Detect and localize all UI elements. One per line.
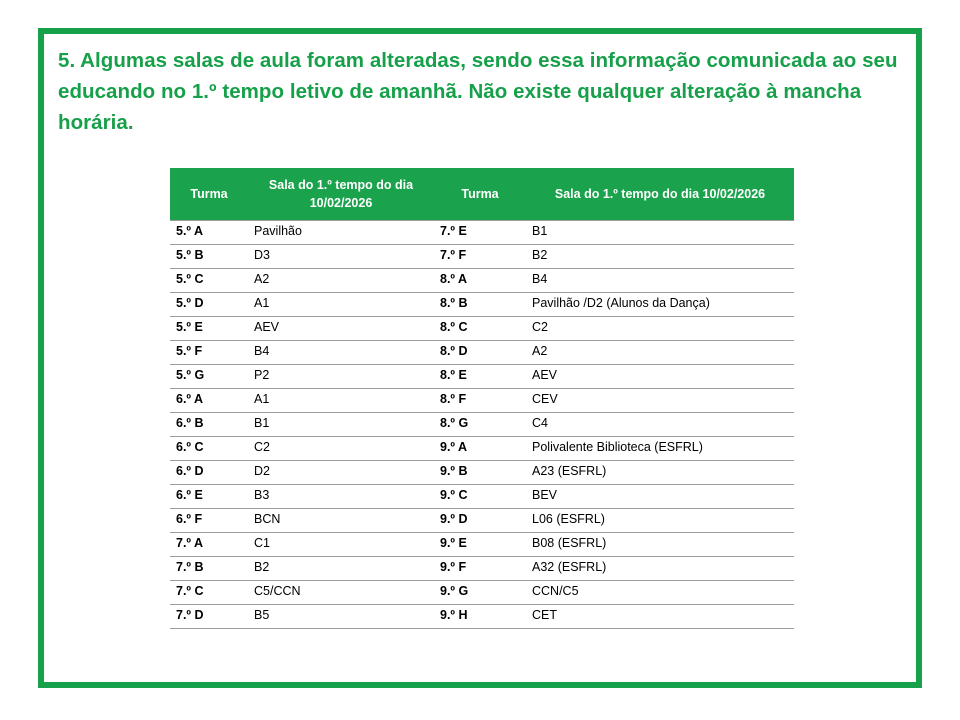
table-row bbox=[170, 268, 794, 292]
cell-turma: 8.º B bbox=[434, 292, 526, 316]
cell-sala: B2 bbox=[248, 556, 434, 580]
cell-sala: D2 bbox=[248, 460, 434, 484]
cell-turma: 9.º E bbox=[434, 532, 526, 556]
cell-sala: B5 bbox=[248, 604, 434, 628]
table-row bbox=[170, 556, 794, 580]
cell-turma: 8.º F bbox=[434, 388, 526, 412]
table-row bbox=[170, 412, 794, 436]
table-row bbox=[170, 460, 794, 484]
cell-sala: B1 bbox=[526, 220, 794, 244]
cell-sala: A2 bbox=[248, 268, 434, 292]
cell-turma: 9.º A bbox=[434, 436, 526, 460]
cell-turma: 9.º D bbox=[434, 508, 526, 532]
cell-sala: A32 (ESFRL) bbox=[526, 556, 794, 580]
cell-turma: 7.º A bbox=[170, 532, 248, 556]
cell-turma: 6.º C bbox=[170, 436, 248, 460]
cell-sala: A1 bbox=[248, 292, 434, 316]
table-row bbox=[170, 364, 794, 388]
cell-turma: 5.º B bbox=[170, 244, 248, 268]
cell-sala: B08 (ESFRL) bbox=[526, 532, 794, 556]
cell-turma: 6.º E bbox=[170, 484, 248, 508]
cell-turma: 5.º E bbox=[170, 316, 248, 340]
column-header-sala-1: Sala do 1.º tempo do dia 10/02/2026 bbox=[248, 168, 434, 220]
cell-turma: 8.º G bbox=[434, 412, 526, 436]
room-changes-table-container bbox=[170, 168, 794, 629]
table-row bbox=[170, 484, 794, 508]
table-row bbox=[170, 340, 794, 364]
cell-sala: P2 bbox=[248, 364, 434, 388]
column-header-turma-1: Turma bbox=[170, 168, 248, 220]
cell-sala: C2 bbox=[248, 436, 434, 460]
cell-turma: 9.º G bbox=[434, 580, 526, 604]
cell-turma: 6.º A bbox=[170, 388, 248, 412]
cell-turma: 9.º B bbox=[434, 460, 526, 484]
cell-turma: 6.º B bbox=[170, 412, 248, 436]
cell-sala: B2 bbox=[526, 244, 794, 268]
cell-turma: 9.º C bbox=[434, 484, 526, 508]
column-header-sala-2: Sala do 1.º tempo do dia 10/02/2026 bbox=[526, 168, 794, 220]
cell-sala: D3 bbox=[248, 244, 434, 268]
cell-sala: AEV bbox=[526, 364, 794, 388]
table-row bbox=[170, 316, 794, 340]
cell-sala: B3 bbox=[248, 484, 434, 508]
column-header-turma-2: Turma bbox=[434, 168, 526, 220]
table-row bbox=[170, 436, 794, 460]
table-row bbox=[170, 532, 794, 556]
cell-sala: C4 bbox=[526, 412, 794, 436]
cell-sala: CET bbox=[526, 604, 794, 628]
cell-sala: BEV bbox=[526, 484, 794, 508]
cell-sala: C2 bbox=[526, 316, 794, 340]
cell-turma: 8.º E bbox=[434, 364, 526, 388]
cell-sala: A1 bbox=[248, 388, 434, 412]
table-row bbox=[170, 388, 794, 412]
cell-sala: CEV bbox=[526, 388, 794, 412]
cell-turma: 7.º F bbox=[434, 244, 526, 268]
table-header-row bbox=[170, 168, 794, 220]
cell-turma: 5.º D bbox=[170, 292, 248, 316]
table-row bbox=[170, 604, 794, 628]
table-row bbox=[170, 220, 794, 244]
cell-sala: B4 bbox=[248, 340, 434, 364]
cell-sala: A2 bbox=[526, 340, 794, 364]
page-title: 5. Algumas salas de aula foram alteradas, sendo essa informação comunicada ao seu educando no 1.º tempo letivo de amanhã. Não existe qualquer alteração à mancha horária. bbox=[58, 49, 898, 134]
cell-turma: 9.º F bbox=[434, 556, 526, 580]
cell-sala: Polivalente Biblioteca (ESFRL) bbox=[526, 436, 794, 460]
cell-turma: 6.º D bbox=[170, 460, 248, 484]
cell-sala: A23 (ESFRL) bbox=[526, 460, 794, 484]
cell-turma: 7.º E bbox=[434, 220, 526, 244]
table-body bbox=[170, 220, 794, 628]
room-changes-table bbox=[170, 168, 794, 629]
cell-turma: 7.º D bbox=[170, 604, 248, 628]
table-row bbox=[170, 580, 794, 604]
cell-sala: B1 bbox=[248, 412, 434, 436]
cell-turma: 8.º D bbox=[434, 340, 526, 364]
cell-turma: 5.º C bbox=[170, 268, 248, 292]
cell-turma: 5.º A bbox=[170, 220, 248, 244]
cell-turma: 8.º C bbox=[434, 316, 526, 340]
cell-sala: BCN bbox=[248, 508, 434, 532]
cell-sala: Pavilhão bbox=[248, 220, 434, 244]
cell-sala: B4 bbox=[526, 268, 794, 292]
table-header bbox=[170, 168, 794, 220]
cell-turma: 5.º G bbox=[170, 364, 248, 388]
cell-sala: C1 bbox=[248, 532, 434, 556]
cell-sala: AEV bbox=[248, 316, 434, 340]
cell-turma: 9.º H bbox=[434, 604, 526, 628]
cell-turma: 7.º C bbox=[170, 580, 248, 604]
table-row bbox=[170, 508, 794, 532]
cell-turma: 6.º F bbox=[170, 508, 248, 532]
cell-sala: L06 (ESFRL) bbox=[526, 508, 794, 532]
cell-turma: 8.º A bbox=[434, 268, 526, 292]
table-row bbox=[170, 292, 794, 316]
cell-sala: C5/CCN bbox=[248, 580, 434, 604]
table-row bbox=[170, 244, 794, 268]
cell-sala: CCN/C5 bbox=[526, 580, 794, 604]
cell-sala: Pavilhão /D2 (Alunos da Dança) bbox=[526, 292, 794, 316]
cell-turma: 7.º B bbox=[170, 556, 248, 580]
cell-turma: 5.º F bbox=[170, 340, 248, 364]
